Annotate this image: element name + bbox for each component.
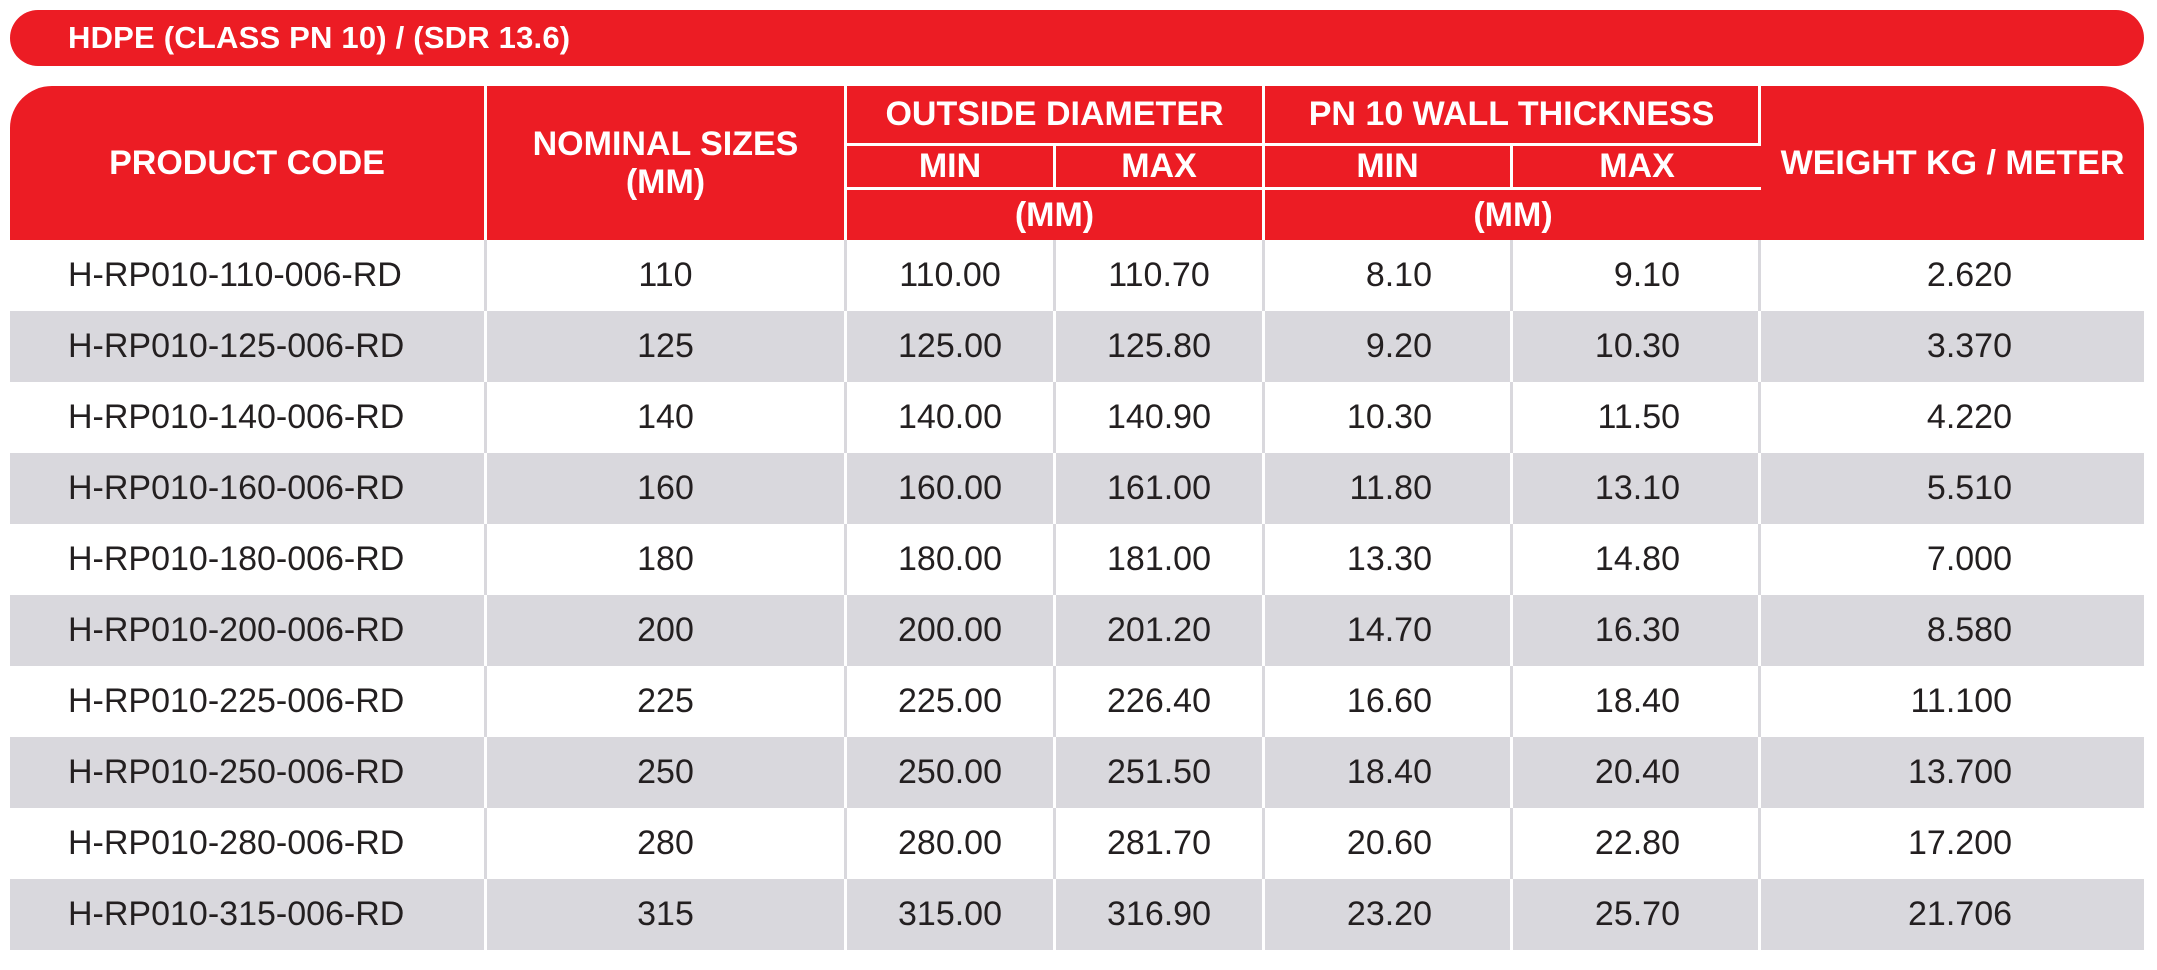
cell-weight: 5.510 (1761, 453, 2144, 524)
cell-product-code: H-RP010-315-006-RD (10, 879, 487, 950)
title-banner (10, 10, 2144, 66)
header-wall-thickness: PN 10 WALL THICKNESS (1265, 86, 1761, 146)
cell-wt-max: 11.50 (1513, 382, 1761, 453)
cell-product-code: H-RP010-225-006-RD (10, 666, 487, 737)
cell-od-max: 281.70 (1056, 808, 1265, 879)
cell-weight: 13.700 (1761, 737, 2144, 808)
cell-wt-max: 20.40 (1513, 737, 1761, 808)
header-weight: WEIGHT KG / METER (1761, 86, 2144, 240)
cell-od-min: 280.00 (847, 808, 1056, 879)
cell-nominal-size: 160 (487, 453, 847, 524)
cell-od-min: 160.00 (847, 453, 1056, 524)
cell-wt-min: 20.60 (1265, 808, 1513, 879)
cell-product-code: H-RP010-125-006-RD (10, 311, 487, 382)
cell-weight: 8.580 (1761, 595, 2144, 666)
table-body (10, 240, 2144, 950)
cell-od-min: 125.00 (847, 311, 1056, 382)
cell-wt-min: 23.20 (1265, 879, 1513, 950)
cell-wt-min: 18.40 (1265, 737, 1513, 808)
header-product-code: PRODUCT CODE (10, 86, 487, 240)
cell-nominal-size: 200 (487, 595, 847, 666)
cell-wt-min: 9.20 (1265, 311, 1513, 382)
cell-product-code: H-RP010-280-006-RD (10, 808, 487, 879)
header-od-unit: (MM) (847, 190, 1265, 240)
table-row (10, 879, 2144, 950)
cell-wt-min: 16.60 (1265, 666, 1513, 737)
cell-wt-max: 13.10 (1513, 453, 1761, 524)
cell-product-code: H-RP010-140-006-RD (10, 382, 487, 453)
cell-od-min: 180.00 (847, 524, 1056, 595)
cell-weight: 21.706 (1761, 879, 2144, 950)
cell-od-min: 140.00 (847, 382, 1056, 453)
cell-nominal-size: 280 (487, 808, 847, 879)
header-od-max: MAX (1056, 146, 1265, 190)
cell-nominal-size: 315 (487, 879, 847, 950)
cell-nominal-size: 110 (487, 240, 847, 311)
cell-wt-min: 13.30 (1265, 524, 1513, 595)
cell-wt-min: 11.80 (1265, 453, 1513, 524)
cell-product-code: H-RP010-200-006-RD (10, 595, 487, 666)
cell-wt-max: 9.10 (1513, 240, 1761, 311)
header-wt-min: MIN (1265, 146, 1513, 190)
table-row (10, 240, 2144, 311)
table-header (10, 86, 2144, 240)
cell-od-max: 140.90 (1056, 382, 1265, 453)
cell-nominal-size: 180 (487, 524, 847, 595)
cell-weight: 7.000 (1761, 524, 2144, 595)
cell-nominal-size: 250 (487, 737, 847, 808)
cell-wt-min: 10.30 (1265, 382, 1513, 453)
hdpe-spec-table (10, 86, 2144, 950)
header-nominal-sizes-line1: NOMINAL SIZES (532, 124, 799, 163)
header-outside-diameter: OUTSIDE DIAMETER (847, 86, 1265, 146)
cell-nominal-size: 140 (487, 382, 847, 453)
table-row (10, 737, 2144, 808)
table-title: HDPE (CLASS PN 10) / (SDR 13.6) (68, 20, 571, 55)
cell-product-code: H-RP010-250-006-RD (10, 737, 487, 808)
table-row (10, 524, 2144, 595)
header-nominal-sizes (487, 86, 847, 240)
header-wt-unit: (MM) (1265, 190, 1761, 240)
cell-od-min: 110.00 (847, 240, 1056, 311)
cell-product-code: H-RP010-180-006-RD (10, 524, 487, 595)
cell-od-max: 161.00 (1056, 453, 1265, 524)
cell-weight: 4.220 (1761, 382, 2144, 453)
cell-od-max: 110.70 (1056, 240, 1265, 311)
cell-weight: 2.620 (1761, 240, 2144, 311)
cell-od-min: 225.00 (847, 666, 1056, 737)
header-wt-max: MAX (1513, 146, 1761, 190)
header-od-min: MIN (847, 146, 1056, 190)
cell-weight: 11.100 (1761, 666, 2144, 737)
cell-od-max: 201.20 (1056, 595, 1265, 666)
table-row (10, 808, 2144, 879)
cell-od-max: 251.50 (1056, 737, 1265, 808)
cell-wt-min: 8.10 (1265, 240, 1513, 311)
cell-nominal-size: 125 (487, 311, 847, 382)
cell-od-max: 181.00 (1056, 524, 1265, 595)
cell-od-min: 200.00 (847, 595, 1056, 666)
cell-wt-max: 18.40 (1513, 666, 1761, 737)
header-nominal-sizes-line2: (MM) (625, 163, 706, 201)
table-row (10, 595, 2144, 666)
cell-product-code: H-RP010-110-006-RD (10, 240, 487, 311)
cell-wt-max: 22.80 (1513, 808, 1761, 879)
cell-od-max: 316.90 (1056, 879, 1265, 950)
cell-weight: 3.370 (1761, 311, 2144, 382)
cell-wt-max: 25.70 (1513, 879, 1761, 950)
table-row (10, 382, 2144, 453)
cell-od-max: 226.40 (1056, 666, 1265, 737)
cell-od-min: 315.00 (847, 879, 1056, 950)
table-row (10, 311, 2144, 382)
table-row (10, 666, 2144, 737)
cell-od-min: 250.00 (847, 737, 1056, 808)
cell-product-code: H-RP010-160-006-RD (10, 453, 487, 524)
cell-wt-max: 16.30 (1513, 595, 1761, 666)
cell-wt-min: 14.70 (1265, 595, 1513, 666)
table-row (10, 453, 2144, 524)
cell-weight: 17.200 (1761, 808, 2144, 879)
cell-wt-max: 14.80 (1513, 524, 1761, 595)
cell-od-max: 125.80 (1056, 311, 1265, 382)
cell-wt-max: 10.30 (1513, 311, 1761, 382)
cell-nominal-size: 225 (487, 666, 847, 737)
